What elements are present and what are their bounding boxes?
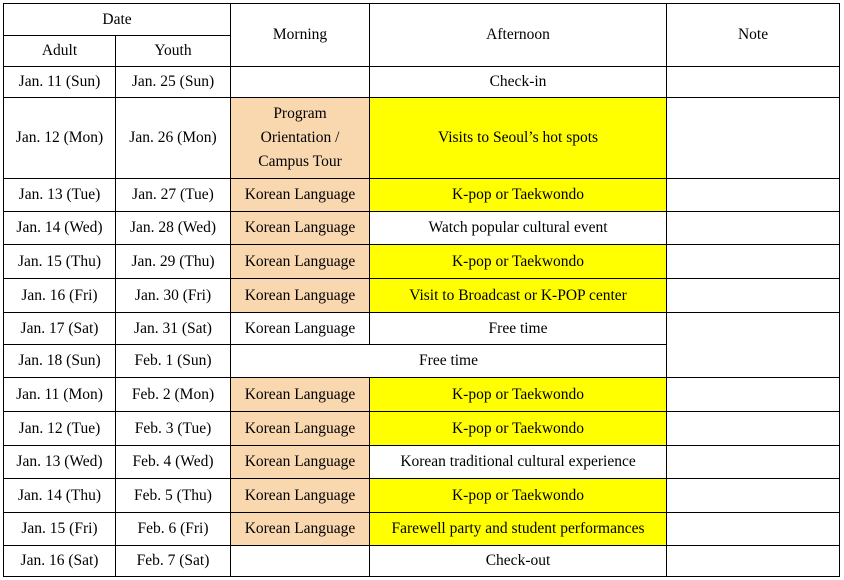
morning-cell: Korean Language: [231, 513, 370, 546]
header-youth: Youth: [116, 36, 231, 67]
header-date: Date: [4, 4, 231, 36]
youth-date: Jan. 31 (Sat): [116, 313, 231, 345]
youth-date: Jan. 25 (Sun): [116, 67, 231, 98]
afternoon-cell: Korean traditional cultural experience: [370, 446, 667, 479]
youth-date: Feb. 4 (Wed): [116, 446, 231, 479]
note-cell: [667, 179, 840, 212]
table-row: [4, 479, 840, 513]
note-cell: [667, 98, 840, 179]
adult-date: Jan. 13 (Tue): [4, 179, 116, 212]
merged-activity-cell: Free time: [231, 345, 667, 378]
adult-date: Jan. 11 (Sun): [4, 67, 116, 98]
table-row: [4, 412, 840, 446]
table-row: [4, 378, 840, 412]
table-row: [4, 313, 840, 345]
youth-date: Jan. 29 (Thu): [116, 245, 231, 279]
adult-date: Jan. 15 (Fri): [4, 513, 116, 546]
adult-date: Jan. 16 (Fri): [4, 279, 116, 313]
table-row: [4, 446, 840, 479]
morning-line: Campus Tour: [258, 153, 342, 170]
note-cell: [667, 479, 840, 513]
note-cell: [667, 67, 840, 98]
table-row: [4, 67, 840, 98]
header-afternoon: Afternoon: [370, 4, 667, 67]
note-cell: [667, 513, 840, 546]
table-row: [4, 513, 840, 546]
morning-cell: Korean Language: [231, 212, 370, 245]
table-row: [4, 546, 840, 577]
youth-date: Jan. 30 (Fri): [116, 279, 231, 313]
note-cell: [667, 446, 840, 479]
morning-line: Orientation /: [260, 129, 340, 146]
afternoon-cell: K-pop or Taekwondo: [370, 245, 667, 279]
morning-line: Program: [273, 105, 327, 122]
header-adult: Adult: [4, 36, 116, 67]
table-row: [4, 245, 840, 279]
note-cell: [667, 546, 840, 577]
adult-date: Jan. 11 (Mon): [4, 378, 116, 412]
adult-date: Jan. 14 (Wed): [4, 212, 116, 245]
youth-date: Jan. 26 (Mon): [116, 98, 231, 179]
morning-cell: Korean Language: [231, 245, 370, 279]
morning-cell: Korean Language: [231, 279, 370, 313]
morning-cell: [231, 67, 370, 98]
morning-cell: [231, 98, 370, 179]
schedule-table: [3, 3, 840, 577]
note-cell: [667, 212, 840, 245]
table-row: [4, 179, 840, 212]
afternoon-cell: Free time: [370, 313, 667, 345]
adult-date: Jan. 17 (Sat): [4, 313, 116, 345]
youth-date: Feb. 7 (Sat): [116, 546, 231, 577]
table-row: [4, 279, 840, 313]
header-note: Note: [667, 4, 840, 67]
note-cell: [667, 245, 840, 279]
note-cell: [667, 279, 840, 313]
youth-date: Jan. 27 (Tue): [116, 179, 231, 212]
table-row: [4, 98, 840, 179]
morning-cell: [231, 546, 370, 577]
afternoon-cell: K-pop or Taekwondo: [370, 479, 667, 513]
adult-date: Jan. 14 (Thu): [4, 479, 116, 513]
adult-date: Jan. 13 (Wed): [4, 446, 116, 479]
morning-cell: Korean Language: [231, 179, 370, 212]
afternoon-cell: K-pop or Taekwondo: [370, 378, 667, 412]
afternoon-cell: Visits to Seoul’s hot spots: [370, 98, 667, 179]
afternoon-cell: K-pop or Taekwondo: [370, 412, 667, 446]
morning-cell: Korean Language: [231, 313, 370, 345]
afternoon-cell: Check-in: [370, 67, 667, 98]
afternoon-cell: K-pop or Taekwondo: [370, 179, 667, 212]
adult-date: Jan. 16 (Sat): [4, 546, 116, 577]
note-cell: [667, 378, 840, 412]
morning-cell: Korean Language: [231, 378, 370, 412]
adult-date: Jan. 15 (Thu): [4, 245, 116, 279]
morning-cell: Korean Language: [231, 446, 370, 479]
youth-date: Feb. 2 (Mon): [116, 378, 231, 412]
youth-date: Feb. 6 (Fri): [116, 513, 231, 546]
youth-date: Feb. 3 (Tue): [116, 412, 231, 446]
afternoon-cell: Farewell party and student performances: [370, 513, 667, 546]
afternoon-cell: Watch popular cultural event: [370, 212, 667, 245]
note-cell: [667, 412, 840, 446]
youth-date: Jan. 28 (Wed): [116, 212, 231, 245]
table-row: [4, 212, 840, 245]
youth-date: Feb. 1 (Sun): [116, 345, 231, 378]
morning-cell: Korean Language: [231, 412, 370, 446]
adult-date: Jan. 12 (Mon): [4, 98, 116, 179]
adult-date: Jan. 18 (Sun): [4, 345, 116, 378]
header-row-1: [4, 4, 840, 36]
header-morning: Morning: [231, 4, 370, 67]
youth-date: Feb. 5 (Thu): [116, 479, 231, 513]
adult-date: Jan. 12 (Tue): [4, 412, 116, 446]
afternoon-cell: Visit to Broadcast or K-POP center: [370, 279, 667, 313]
morning-cell: Korean Language: [231, 479, 370, 513]
afternoon-cell: Check-out: [370, 546, 667, 577]
note-cell: [667, 313, 840, 378]
